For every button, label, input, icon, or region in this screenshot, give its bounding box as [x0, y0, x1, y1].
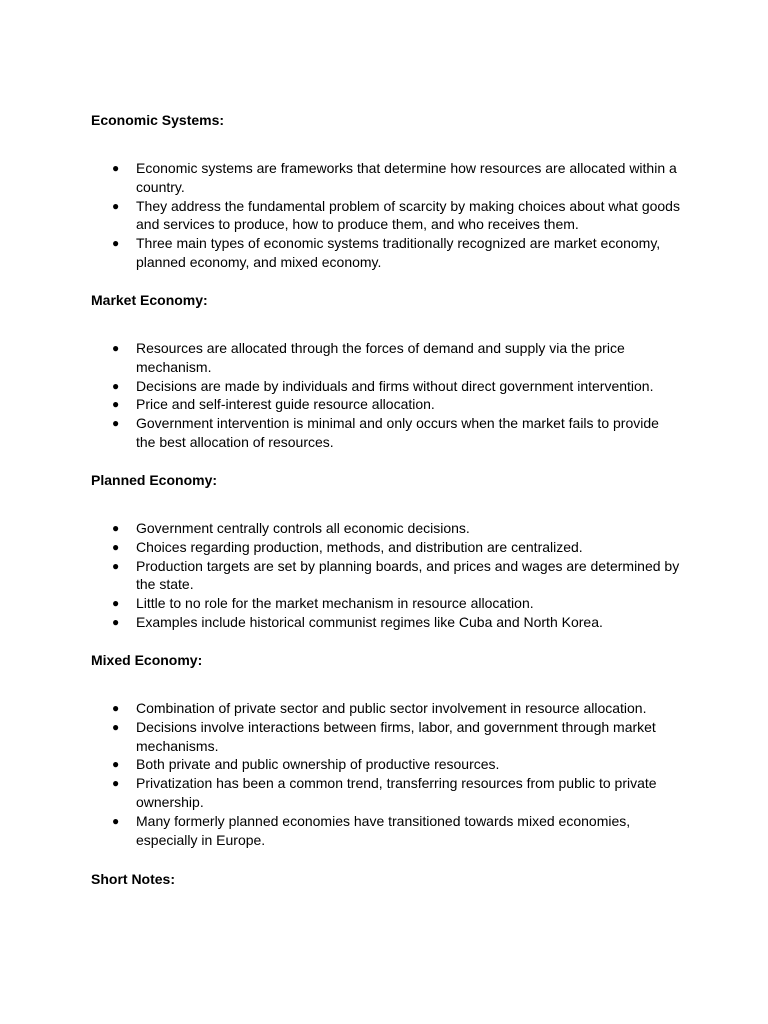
bullet-list — [0, 159, 768, 272]
list-item-text: Decisions are made by individuals and firms without direct government intervention. — [136, 377, 654, 394]
list-item — [0, 718, 681, 756]
list-item — [0, 613, 681, 632]
list-item — [0, 594, 681, 613]
bullet-icon: ● — [112, 776, 120, 791]
bullet-icon: ● — [112, 596, 120, 611]
bullet-icon: ● — [112, 813, 120, 828]
bullet-icon: ● — [112, 719, 120, 734]
list-item-text: Three main types of economic systems traditionally recognized are market economy, planned economy, and mixed economy. — [136, 235, 661, 270]
bullet-list — [0, 339, 768, 452]
list-item — [0, 755, 681, 774]
section-heading: Market Economy: — [91, 292, 208, 308]
list-item-text: Production targets are set by planning boards, and prices and wages are determined by the state. — [136, 557, 680, 593]
bullet-icon: ● — [112, 701, 120, 715]
bullet-icon: ● — [112, 757, 120, 772]
list-item — [0, 812, 681, 850]
list-item-text: Government intervention is minimal and only occurs when the market fails to provide the best allocation of resources. — [136, 415, 659, 450]
list-item-text: Price and self-interest guide resource allocation. — [136, 396, 435, 413]
bullet-icon: ● — [112, 161, 120, 175]
section-heading: Mixed Economy: — [91, 652, 203, 668]
list-item-text: Resources are allocated through the forces of demand and supply via the price mechanism. — [136, 340, 625, 375]
list-item-text: Privatization has been a common trend, transferring resources from public to private ownership. — [136, 775, 657, 810]
list-item — [0, 774, 681, 812]
list-item — [0, 414, 681, 452]
list-item — [0, 159, 681, 197]
section-heading: Short Notes: — [91, 871, 175, 887]
bullet-icon: ● — [112, 397, 120, 412]
list-item-text: Both private and public ownership of productive resources. — [136, 756, 500, 773]
bullet-icon: ● — [112, 558, 120, 573]
section-heading: Economic Systems: — [91, 112, 225, 128]
list-item-text: Many formerly planned economies have transitioned towards mixed economies, especially in Europe. — [136, 812, 631, 848]
list-item — [0, 197, 681, 235]
section-heading: Planned Economy: — [91, 472, 218, 488]
list-item-text: Government centrally controls all economic decisions. — [136, 520, 470, 536]
list-item — [0, 699, 681, 718]
list-item-text: Decisions involve interactions between firms, labor, and government through market mechanisms. — [136, 718, 656, 754]
list-item — [0, 557, 681, 595]
list-item-text: Little to no role for the market mechanism in resource allocation. — [136, 595, 534, 612]
list-item-text: Examples include historical communist regimes like Cuba and North Korea. — [136, 613, 603, 630]
list-item-text: Choices regarding production, methods, and distribution are centralized. — [136, 538, 583, 555]
list-item — [0, 538, 681, 557]
list-item — [0, 395, 681, 414]
list-item — [0, 377, 681, 396]
bullet-icon: ● — [112, 539, 120, 554]
bullet-icon: ● — [112, 236, 120, 251]
bullet-icon: ● — [112, 341, 120, 355]
list-item-text: Combination of private sector and public sector involvement in resource allocation. — [136, 700, 647, 716]
bullet-icon: ● — [112, 416, 120, 431]
bullet-icon: ● — [112, 378, 120, 393]
list-item — [0, 339, 681, 377]
list-item — [0, 234, 681, 272]
bullet-list — [0, 519, 768, 632]
list-item-text: They address the fundamental problem of scarcity by making choices about what goods and services to produce, how to produce them, and who receives them. — [136, 197, 680, 233]
bullet-icon: ● — [112, 521, 120, 535]
bullet-icon: ● — [112, 198, 120, 213]
list-item-text: Economic systems are frameworks that determine how resources are allocated within a country. — [136, 160, 677, 195]
list-item — [0, 519, 681, 538]
bullet-list — [0, 699, 768, 849]
bullet-icon: ● — [112, 614, 120, 629]
